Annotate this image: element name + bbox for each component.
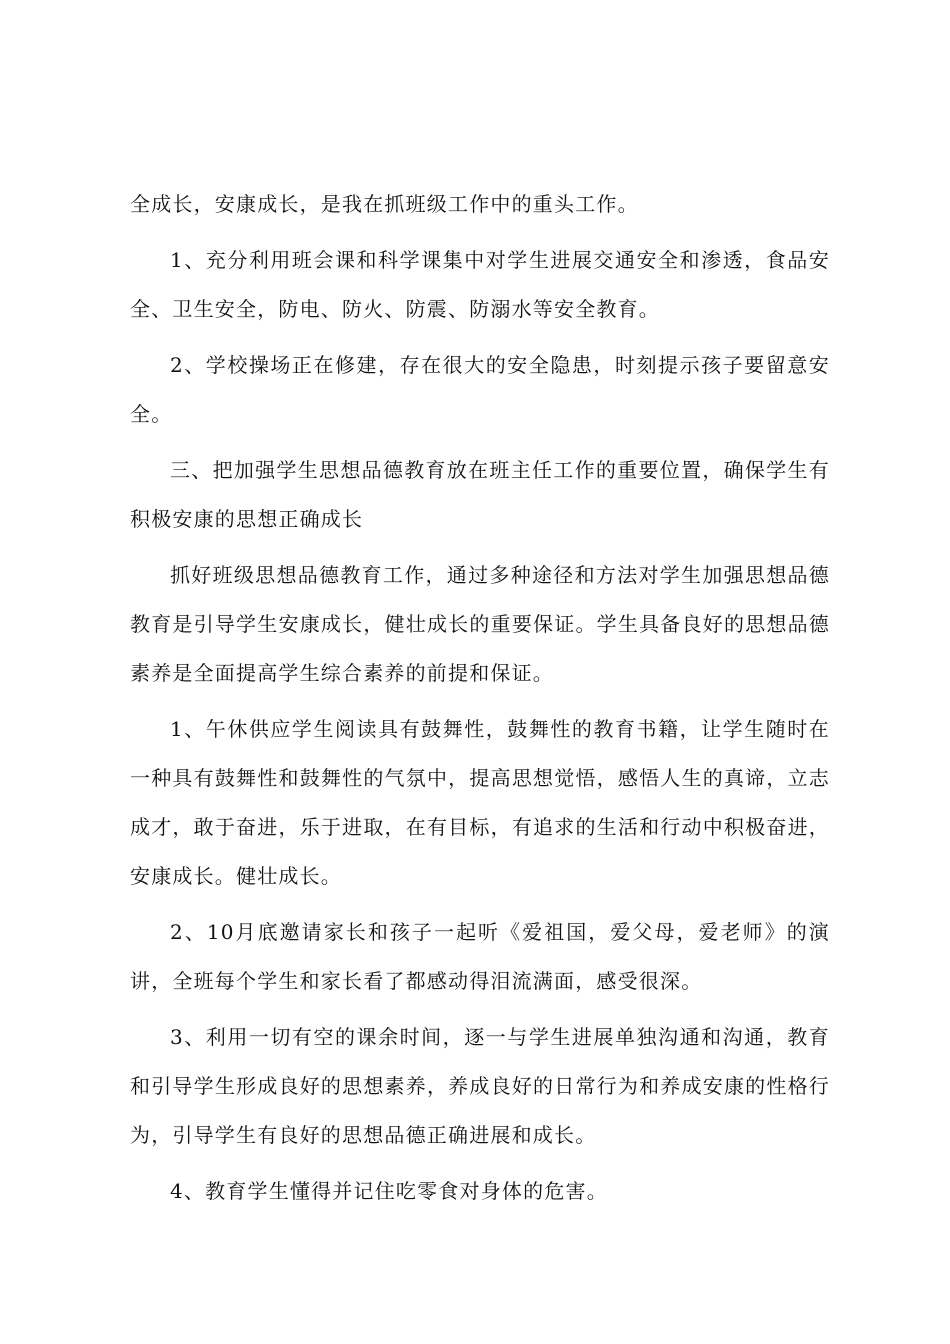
paragraph-moral-item-3: 3、利用一切有空的课余时间，逐一与学生进展单独沟通和沟通，教育和引导学生形成良好的思想素养，养成良好的日常行为和养成安康的性格行为，引导学生有良好的思想品德正确进展和成长。 xyxy=(130,1025,830,1147)
document-body xyxy=(130,180,830,1223)
paragraph-moral-item-1: 1、午休供应学生阅读具有鼓舞性，鼓舞性的教育书籍，让学生随时在一种具有鼓舞性和鼓舞性的气氛中，提高思想觉悟，感悟人生的真谛，立志成才，敢于奋进，乐于进取，在有目标，有追求的生活和行动中积极奋进，安康成长。健壮成长。 xyxy=(130,717,830,888)
section-heading-three: 三、把加强学生思想品德教育放在班主任工作的重要位置，确保学生有积极安康的思想正确成长 xyxy=(130,458,830,531)
paragraph-safety-item-1: 1、充分利用班会课和科学课集中对学生进展交通安全和渗透，食品安全、卫生安全，防电、防火、防震、防溺水等安全教育。 xyxy=(130,248,830,321)
paragraph-moral-item-2: 2、10月底邀请家长和孩子一起听《爱祖国，爱父母，爱老师》的演讲，全班每个学生和家长看了都感动得泪流满面，感受很深。 xyxy=(130,920,830,993)
paragraph-continuation: 全成长，安康成长，是我在抓班级工作中的重头工作。 xyxy=(130,192,639,216)
paragraph-safety-item-2: 2、学校操场正在修建，存在很大的安全隐患，时刻提示孩子要留意安全。 xyxy=(130,353,830,426)
paragraph-moral-item-4: 4、教育学生懂得并记住吃零食对身体的危害。 xyxy=(170,1179,608,1203)
paragraph-moral-education-intro: 抓好班级思想品德教育工作，通过多种途径和方法对学生加强思想品德教育是引导学生安康成长，健壮成长的重要保证。学生具备良好的思想品德素养是全面提高学生综合素养的前提和保证。 xyxy=(130,563,830,685)
